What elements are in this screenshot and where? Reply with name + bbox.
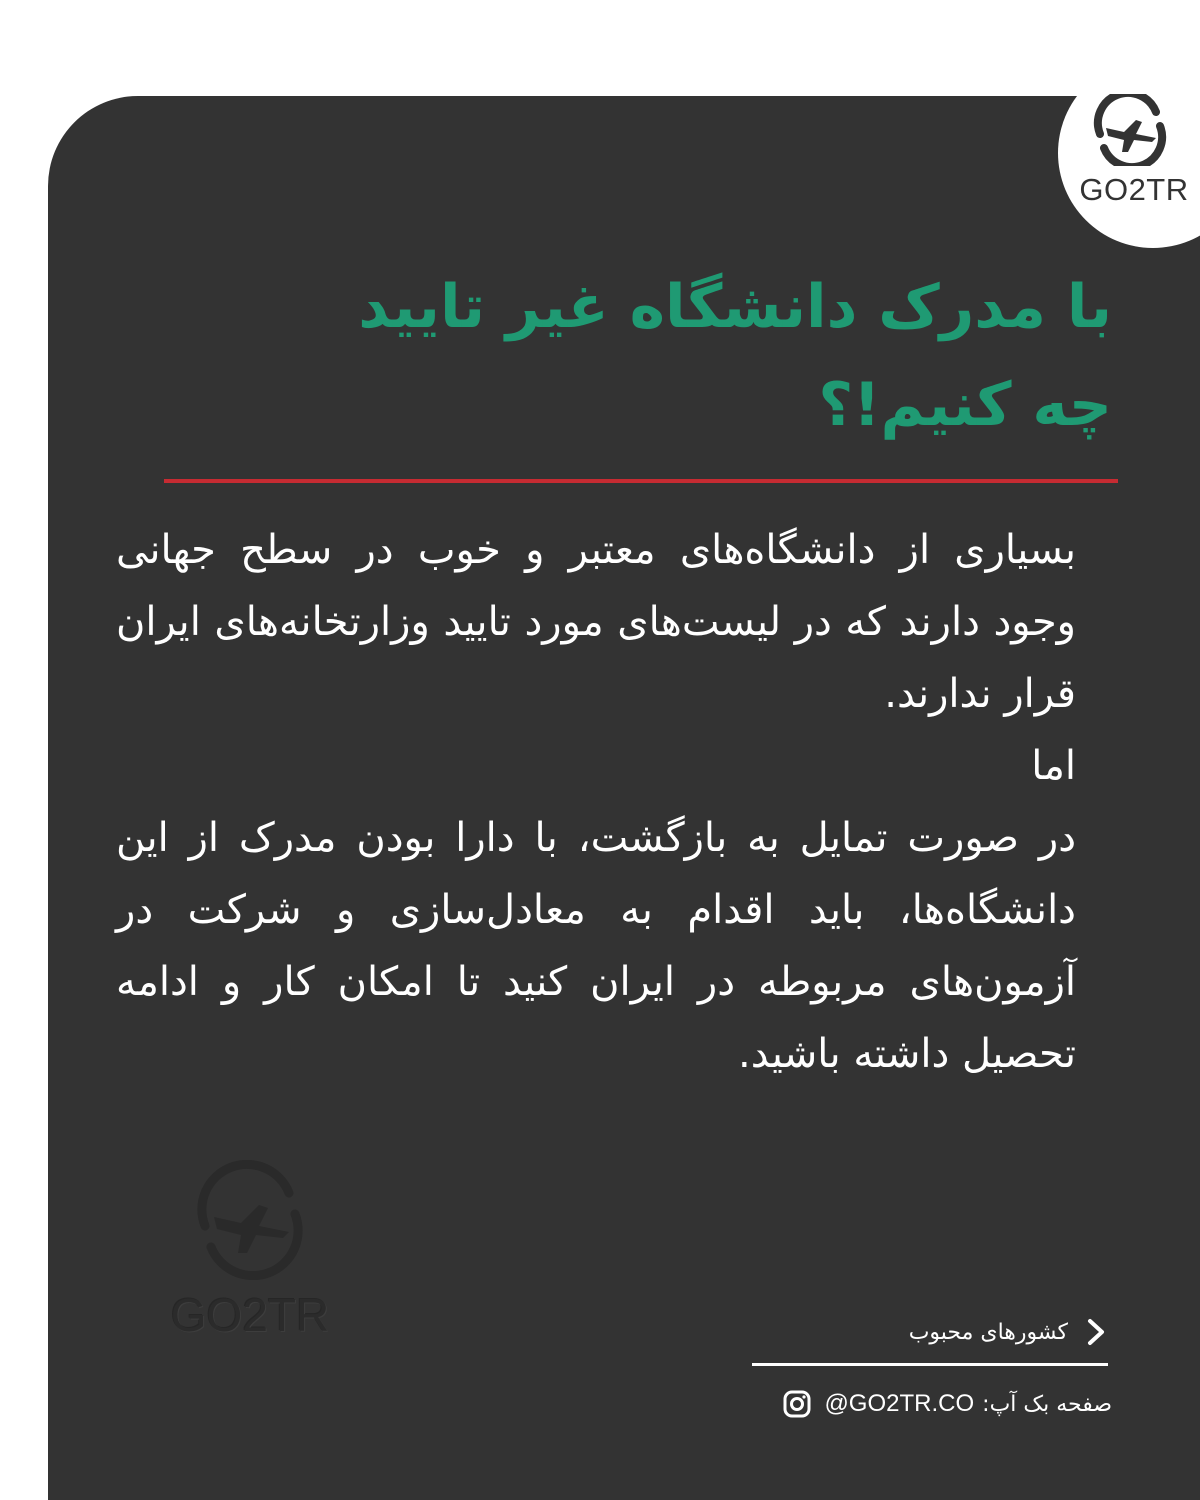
logo-text: GO2TR — [1079, 172, 1189, 207]
body-paragraph-2: اما — [1031, 743, 1076, 789]
backup-page-label: صفحه بک آپ: — [982, 1391, 1112, 1417]
watermark-text: GO2TR — [170, 1289, 330, 1341]
plane-globe-icon — [1090, 94, 1170, 166]
body-paragraph-1: بسیاری از دانشگاه‌های معتبر و خوب در سطح جهانی وجود دارند که در لیست‌های مورد تایید وزارتخانه‌های ایران قرار ندارند. — [116, 527, 1076, 717]
instagram-icon — [782, 1389, 812, 1419]
footer-divider — [752, 1363, 1108, 1366]
popular-countries-link[interactable] — [752, 1314, 1108, 1350]
watermark-logo — [160, 1160, 340, 1350]
body-text — [116, 514, 1076, 1090]
title-line-2: چه کنیم!؟ — [818, 370, 1112, 440]
chevron-left-icon — [1082, 1317, 1108, 1347]
title-line-1: با مدرک دانشگاه غیر تایید — [358, 272, 1112, 342]
body-paragraph-3: در صورت تمایل به بازگشت، با دارا بودن مدرک از این دانشگاه‌ها، باید اقدام به معادل‌سازی و شرکت در آزمون‌های مربوطه در ایران کنید تا امکان کار و ادامه تحصیل داشته باشید. — [116, 815, 1076, 1077]
instagram-handle: @GO2TR.CO — [824, 1390, 975, 1417]
title-divider — [164, 479, 1118, 483]
page-title — [112, 258, 1112, 454]
backup-page-handle[interactable] — [752, 1386, 1112, 1422]
plane-globe-icon — [190, 1160, 310, 1280]
popular-countries-label: کشورهای محبوب — [908, 1319, 1068, 1345]
